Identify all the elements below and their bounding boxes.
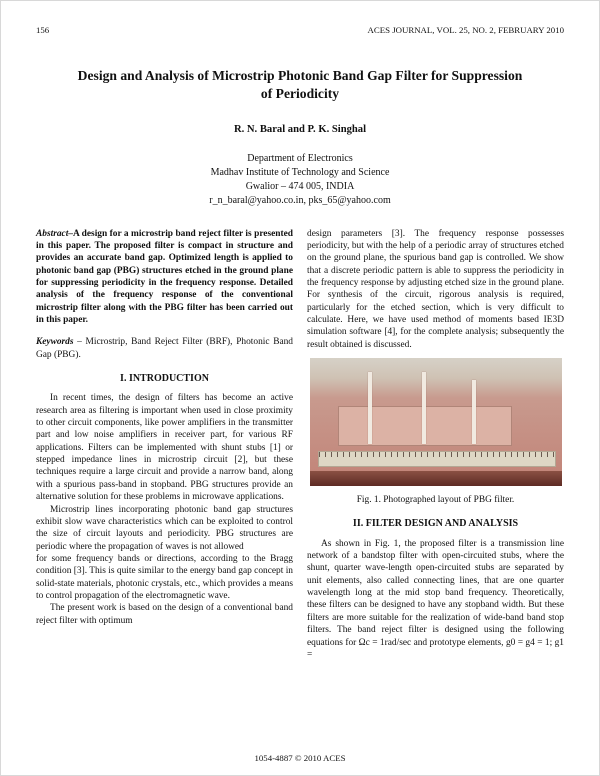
right-column — [307, 228, 564, 662]
photo-dark-edge — [310, 471, 562, 486]
keywords-label: Keywords — [36, 337, 74, 348]
section-2-heading: II. FILTER DESIGN AND ANALYSIS — [352, 518, 519, 530]
stub-line-icon — [368, 372, 372, 444]
abstract-text: –A design for a microstrip band reject filter is presented in this paper. The proposed filter is compact in structure and provides an accurate band gap. Optimized length is applied to photonic band gap (PBG) structures etched in the ground plane for suppressing periodicity in the frequency response. Detailed analysis of the frequency response of the conventional microstrip filter along with the PBG filter has been carried out in this paper. — [36, 228, 293, 326]
page-number: 156 — [36, 25, 50, 35]
intro-paragraph-3: for some frequency bands or directions, according to the Bragg condition [3]. This is quite similar to the energy band gap concept in solid-state materials, photonic crystals, etc., which provides a means to control propagation of the electromagnetic wave. — [36, 553, 293, 602]
continuation-paragraph: design parameters [3]. The frequency response possesses periodicity, but with the help of a periodic array of structures etched on the ground plane, the spurious band gap is controlled. We show that a discrete periodic pattern is able to suppress the periodicity in the frequency response by adjusting etched size in the ground plane. For synthesis of the circuit, rigorous analysis is required, particularly for the etched section, which is very difficult to calculate. Here, we have used method of moments based IE3D simulation software [4], for the complete analysis; subsequently the result obtained is discussed. — [307, 228, 564, 350]
running-head — [1, 1, 599, 35]
abstract-label: Abstract — [36, 228, 69, 239]
section-1-heading: I. INTRODUCTION — [120, 373, 209, 385]
filter-design-paragraph-1: As shown in Fig. 1, the proposed filter is a transmission line network of a bandstop filter with open-circuited stubs, where the shunt, quarter wave-length open-circuited stubs are separated by unit elements, also called connecting lines, that are one quarter wavelength long at the mid stop band frequency. Theoretically, these filters can be designed to have any stopband width. But these filters are more suitable for the realization of wide-band band stop filters. The band reject filter is designed using the following equations for Ωc = 1rad/sec and prototype elements, g0 = g4 = 1; g1 = — [307, 538, 564, 660]
left-column — [36, 228, 293, 662]
stub-line-icon — [472, 380, 476, 444]
keywords-text: – Microstrip, Band Reject Filter (BRF), Photonic Band Gap (PBG). — [36, 337, 293, 360]
intro-paragraph-2: Microstrip lines incorporating photonic band gap structures exhibit slow wave characteristics which can be exploited to control the size of circuit layouts and periodicity. PBG structures are periodic where the propagation of waves is not allowed — [36, 504, 293, 552]
two-column-body — [36, 228, 564, 662]
page-footer: 1054-4887 © 2010 ACES — [254, 753, 346, 763]
keywords-paragraph — [36, 336, 293, 361]
stub-line-icon — [422, 372, 426, 444]
intro-paragraph-1: In recent times, the design of filters has become an active research area as filtering is important when used in close proximity to other circuit components, like power amplifiers in the transmitter part and low noise amplifiers in receiver part, for various RF applications. Filters can be implemented with shunt stubs [1] or stepped impedance lines in microstrip circuit [2], but these techniques require a large circuit and provide a narrow band, along with a spurious pass-band in stopband. PBG structures provide an alternative solution for these problems in microwave applications. — [36, 393, 293, 503]
journal-header: ACES JOURNAL, VOL. 25, NO. 2, FEBRUARY 2010 — [367, 25, 564, 35]
intro-paragraph-4: The present work is based on the design of a conventional band reject filter with optimum — [36, 603, 293, 626]
ruler — [318, 451, 556, 467]
affiliation-address: Gwalior – 474 005, INDIA — [245, 180, 355, 192]
affiliation-department: Department of Electronics — [247, 153, 353, 165]
affiliation-institute: Madhav Institute of Technology and Science — [210, 167, 390, 179]
pbg-filter-photo — [310, 358, 562, 486]
article-title: Design and Analysis of Microstrip Photonic Band Gap Filter for Suppression of Periodicity — [77, 68, 523, 101]
authors-line: R. N. Baral and P. K. Singhal — [233, 124, 367, 136]
affiliation-block — [1, 152, 599, 207]
abstract-paragraph — [36, 228, 293, 327]
figure-1 — [307, 358, 564, 506]
figure-1-caption: Fig. 1. Photographed layout of PBG filter. — [356, 495, 515, 506]
affiliation-emails: r_n_baral@yahoo.co.in, pks_65@yahoo.com — [209, 194, 391, 206]
